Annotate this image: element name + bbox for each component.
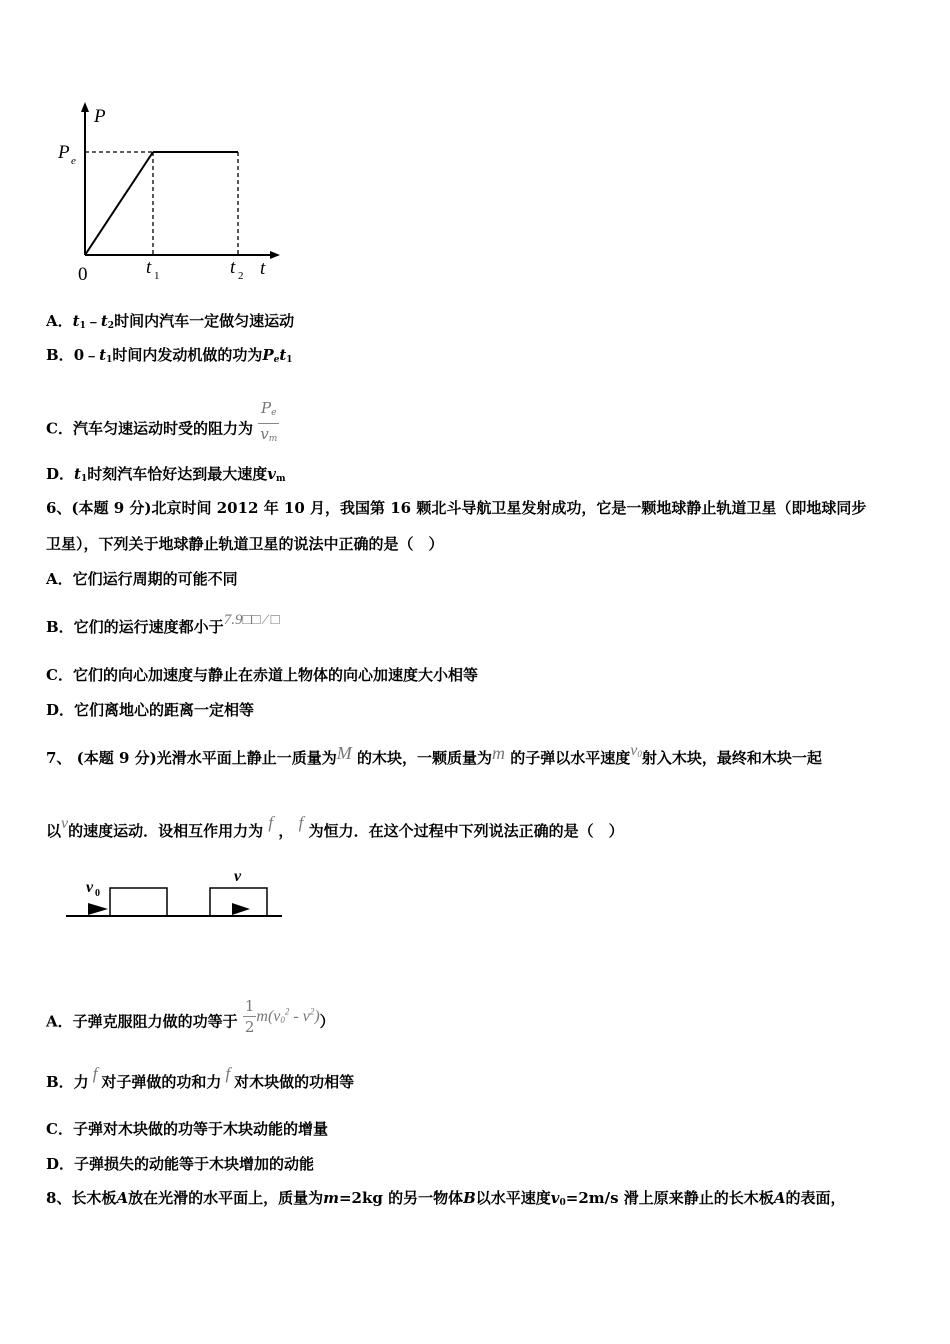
pe-label-sub: e	[71, 155, 76, 167]
y-axis-label: P	[94, 106, 106, 127]
q7-option-a: A．子弹克服阻力做的功等于 $\frac{1}{2}$ $m(v_0^2 - v^2)$）	[46, 997, 335, 1036]
kinetic-energy-expression: $m(v_0^2 - v^2)$	[256, 1006, 320, 1025]
q7-option-c: C．子弹对木块做的功等于木块动能的增量	[46, 1120, 328, 1138]
t1-label-sub: 1	[154, 270, 160, 282]
power-time-graph	[50, 100, 290, 290]
y-axis-arrow	[81, 102, 89, 112]
first-cosmic-velocity: 7.9□□ ⁄ □	[223, 612, 280, 628]
pe-label: P	[58, 142, 70, 163]
ramp-line	[85, 152, 153, 255]
q5-option-b: B．$0﹣t_1$时间内发动机做的功为$P_et_1$	[46, 346, 293, 365]
bullet-after	[232, 903, 250, 915]
q6-option-d: D．它们离地心的距离一定相等	[46, 701, 255, 719]
drag-force-fraction: $\frac{P_e}{v_m}$	[260, 399, 278, 444]
t2-label-sub: 2	[238, 270, 244, 282]
q8-stem: 8、长木板A放在光滑的水平面上，质量为m=2kg 的另一物体B以水平速度$v_0=2m/s$ 滑上原来静止的长木板A的表面，	[46, 1189, 846, 1208]
q6-stem-line1: 6、(本题 9 分)北京时间 2012 年 10 月，我国第 16 颗北斗导航卫星发射成功，它是一颗地球静止轨道卫星（即地球同步	[46, 499, 867, 517]
x-axis-label: t	[260, 258, 266, 279]
v0-label-sub: 0	[95, 888, 100, 899]
q7-stem-line1: 7、 (本题 9 分)光滑水平面上静止一质量为M 的木块，一颗质量为m 的子弹以水平速度$v_0$射入木块，最终和木块一起	[46, 742, 822, 767]
origin-label: 0	[78, 264, 88, 285]
block-before	[110, 888, 167, 916]
q7-option-d: D．子弹损失的动能等于木块增加的动能	[46, 1155, 315, 1173]
q6-option-a: A．它们运行周期的可能不同	[46, 570, 238, 588]
q6-option-b: B．它们的运行速度都小于7.9□□ ⁄ □	[46, 612, 280, 636]
q7-stem-line2: 以v的速度运动．设相互作用力为 f ， f 为恒力．在这个过程中下列说法正确的是（ ）	[46, 813, 624, 840]
t2-label: t	[230, 257, 236, 278]
t1-label: t	[146, 257, 152, 278]
q7-option-b: B．力 f 对子弹做的功和力 f 对木块做的功相等	[46, 1064, 355, 1091]
q6-option-c: C．它们的向心加速度与静止在赤道上物体的向心加速度大小相等	[46, 666, 478, 684]
q6-stem-line2: 卫星），下列关于地球静止轨道卫星的说法中正确的是（ ）	[46, 535, 444, 553]
bullet-before	[88, 903, 108, 915]
v0-label: v	[86, 879, 94, 896]
q5-option-c: C．汽车匀速运动时受的阻力为 $\frac{P_e}{v_m}$	[46, 404, 279, 455]
kinetic-energy-half: $\frac{1}{2}$	[244, 997, 255, 1036]
v-label: v	[234, 868, 242, 885]
x-axis-arrow	[270, 251, 280, 259]
bullet-block-figure	[62, 866, 287, 922]
q5-option-d: D．$t_1$时刻汽车恰好达到最大速度$v_m$	[46, 465, 286, 484]
q5-option-a: A．$t_1﹣t_2$时间内汽车一定做匀速运动	[46, 312, 295, 331]
